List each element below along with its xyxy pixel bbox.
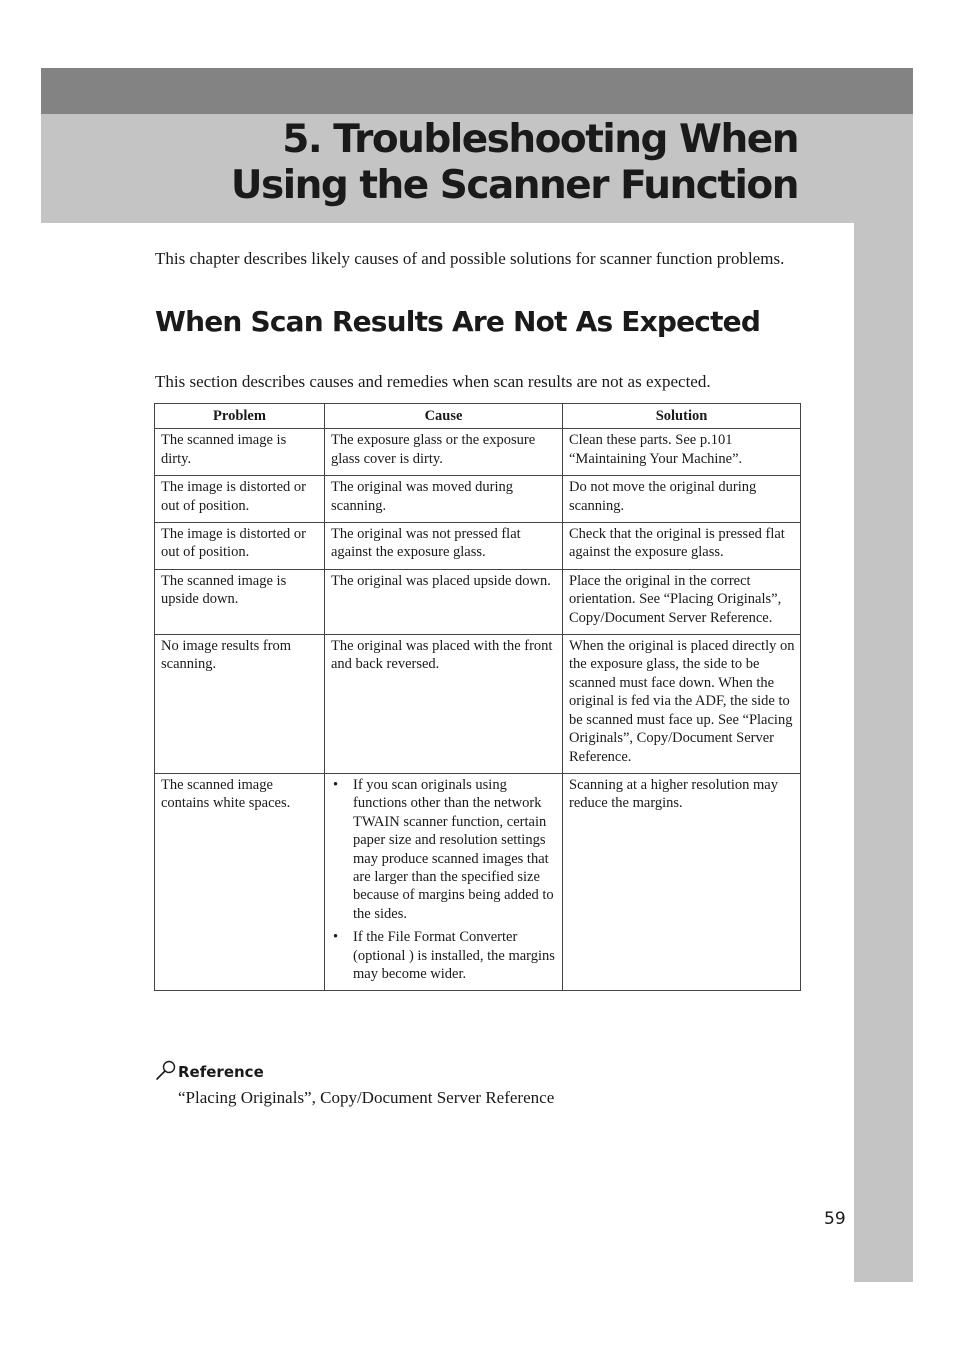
page-number: 59 — [824, 1209, 846, 1229]
section-title: When Scan Results Are Not As Expected — [155, 305, 761, 338]
problem-cell: The image is distorted or out of position. — [155, 476, 325, 523]
solution-cell: Clean these parts. See p.101 “Maintaining Your Machine”. — [563, 429, 801, 476]
table-row — [155, 773, 801, 990]
section-intro: This section describes causes and remedies when scan results are not as expected. — [155, 372, 711, 391]
troubleshooting-table — [154, 403, 801, 991]
chapter-intro: This chapter describes likely causes of and possible solutions for scanner function problems. — [155, 249, 785, 268]
cause-bullet-list — [331, 776, 557, 983]
chapter-title — [231, 117, 798, 209]
side-tab-band — [854, 223, 913, 1282]
reference-label: Reference — [178, 1063, 264, 1081]
problem-cell: The scanned image contains white spaces. — [155, 773, 325, 990]
problem-cell: No image results from scanning. — [155, 635, 325, 774]
cause-bullet: • If you scan originals using functions other than the network TWAIN scanner function, certain paper size and resolution settings may produce scanned images that are larger than the specified size because of margins being added to the sides. — [353, 776, 557, 923]
table-row — [155, 429, 801, 476]
cause-cell: The original was not pressed flat against the exposure glass. — [325, 523, 563, 570]
solution-cell: When the original is placed directly on the exposure glass, the side to be scanned must face down. When the original is fed via the ADF, the side to be scanned must face up. See “Placing Originals”, Copy/Document Server Reference. — [563, 635, 801, 774]
header-solution: Solution — [563, 404, 801, 429]
chapter-title-line-2: Using the Scanner Function — [230, 163, 798, 208]
reference-heading — [155, 1059, 554, 1081]
table-row — [155, 523, 801, 570]
table-row — [155, 635, 801, 774]
problem-cell: The scanned image is dirty. — [155, 429, 325, 476]
solution-cell: Do not move the original during scanning. — [563, 476, 801, 523]
solution-cell: Place the original in the correct orientation. See “Placing Originals”, Copy/Document Server Reference. — [563, 569, 801, 634]
table-row — [155, 476, 801, 523]
cause-cell: The original was placed upside down. — [325, 569, 563, 634]
header-band-dark — [41, 68, 913, 114]
table-row — [155, 569, 801, 634]
cause-cell — [325, 773, 563, 990]
header-cause: Cause — [325, 404, 563, 429]
cause-bullet: • If the File Format Converter (optional ) is installed, the margins may become wider. — [353, 928, 557, 983]
header-problem: Problem — [155, 404, 325, 429]
reference-text: “Placing Originals”, Copy/Document Server Reference — [178, 1088, 555, 1107]
cause-cell: The exposure glass or the exposure glass cover is dirty. — [325, 429, 563, 476]
solution-cell: Check that the original is pressed flat against the exposure glass. — [563, 523, 801, 570]
table-header-row — [155, 404, 801, 429]
magnifier-icon — [155, 1059, 177, 1081]
problem-cell: The scanned image is upside down. — [155, 569, 325, 634]
cause-cell: The original was placed with the front and back reversed. — [325, 635, 563, 774]
chapter-title-line-1: 5. Troubleshooting When — [282, 117, 798, 162]
cause-cell: The original was moved during scanning. — [325, 476, 563, 523]
solution-cell: Scanning at a higher resolution may reduce the margins. — [563, 773, 801, 990]
problem-cell: The image is distorted or out of position. — [155, 523, 325, 570]
reference-block — [155, 1059, 554, 1109]
